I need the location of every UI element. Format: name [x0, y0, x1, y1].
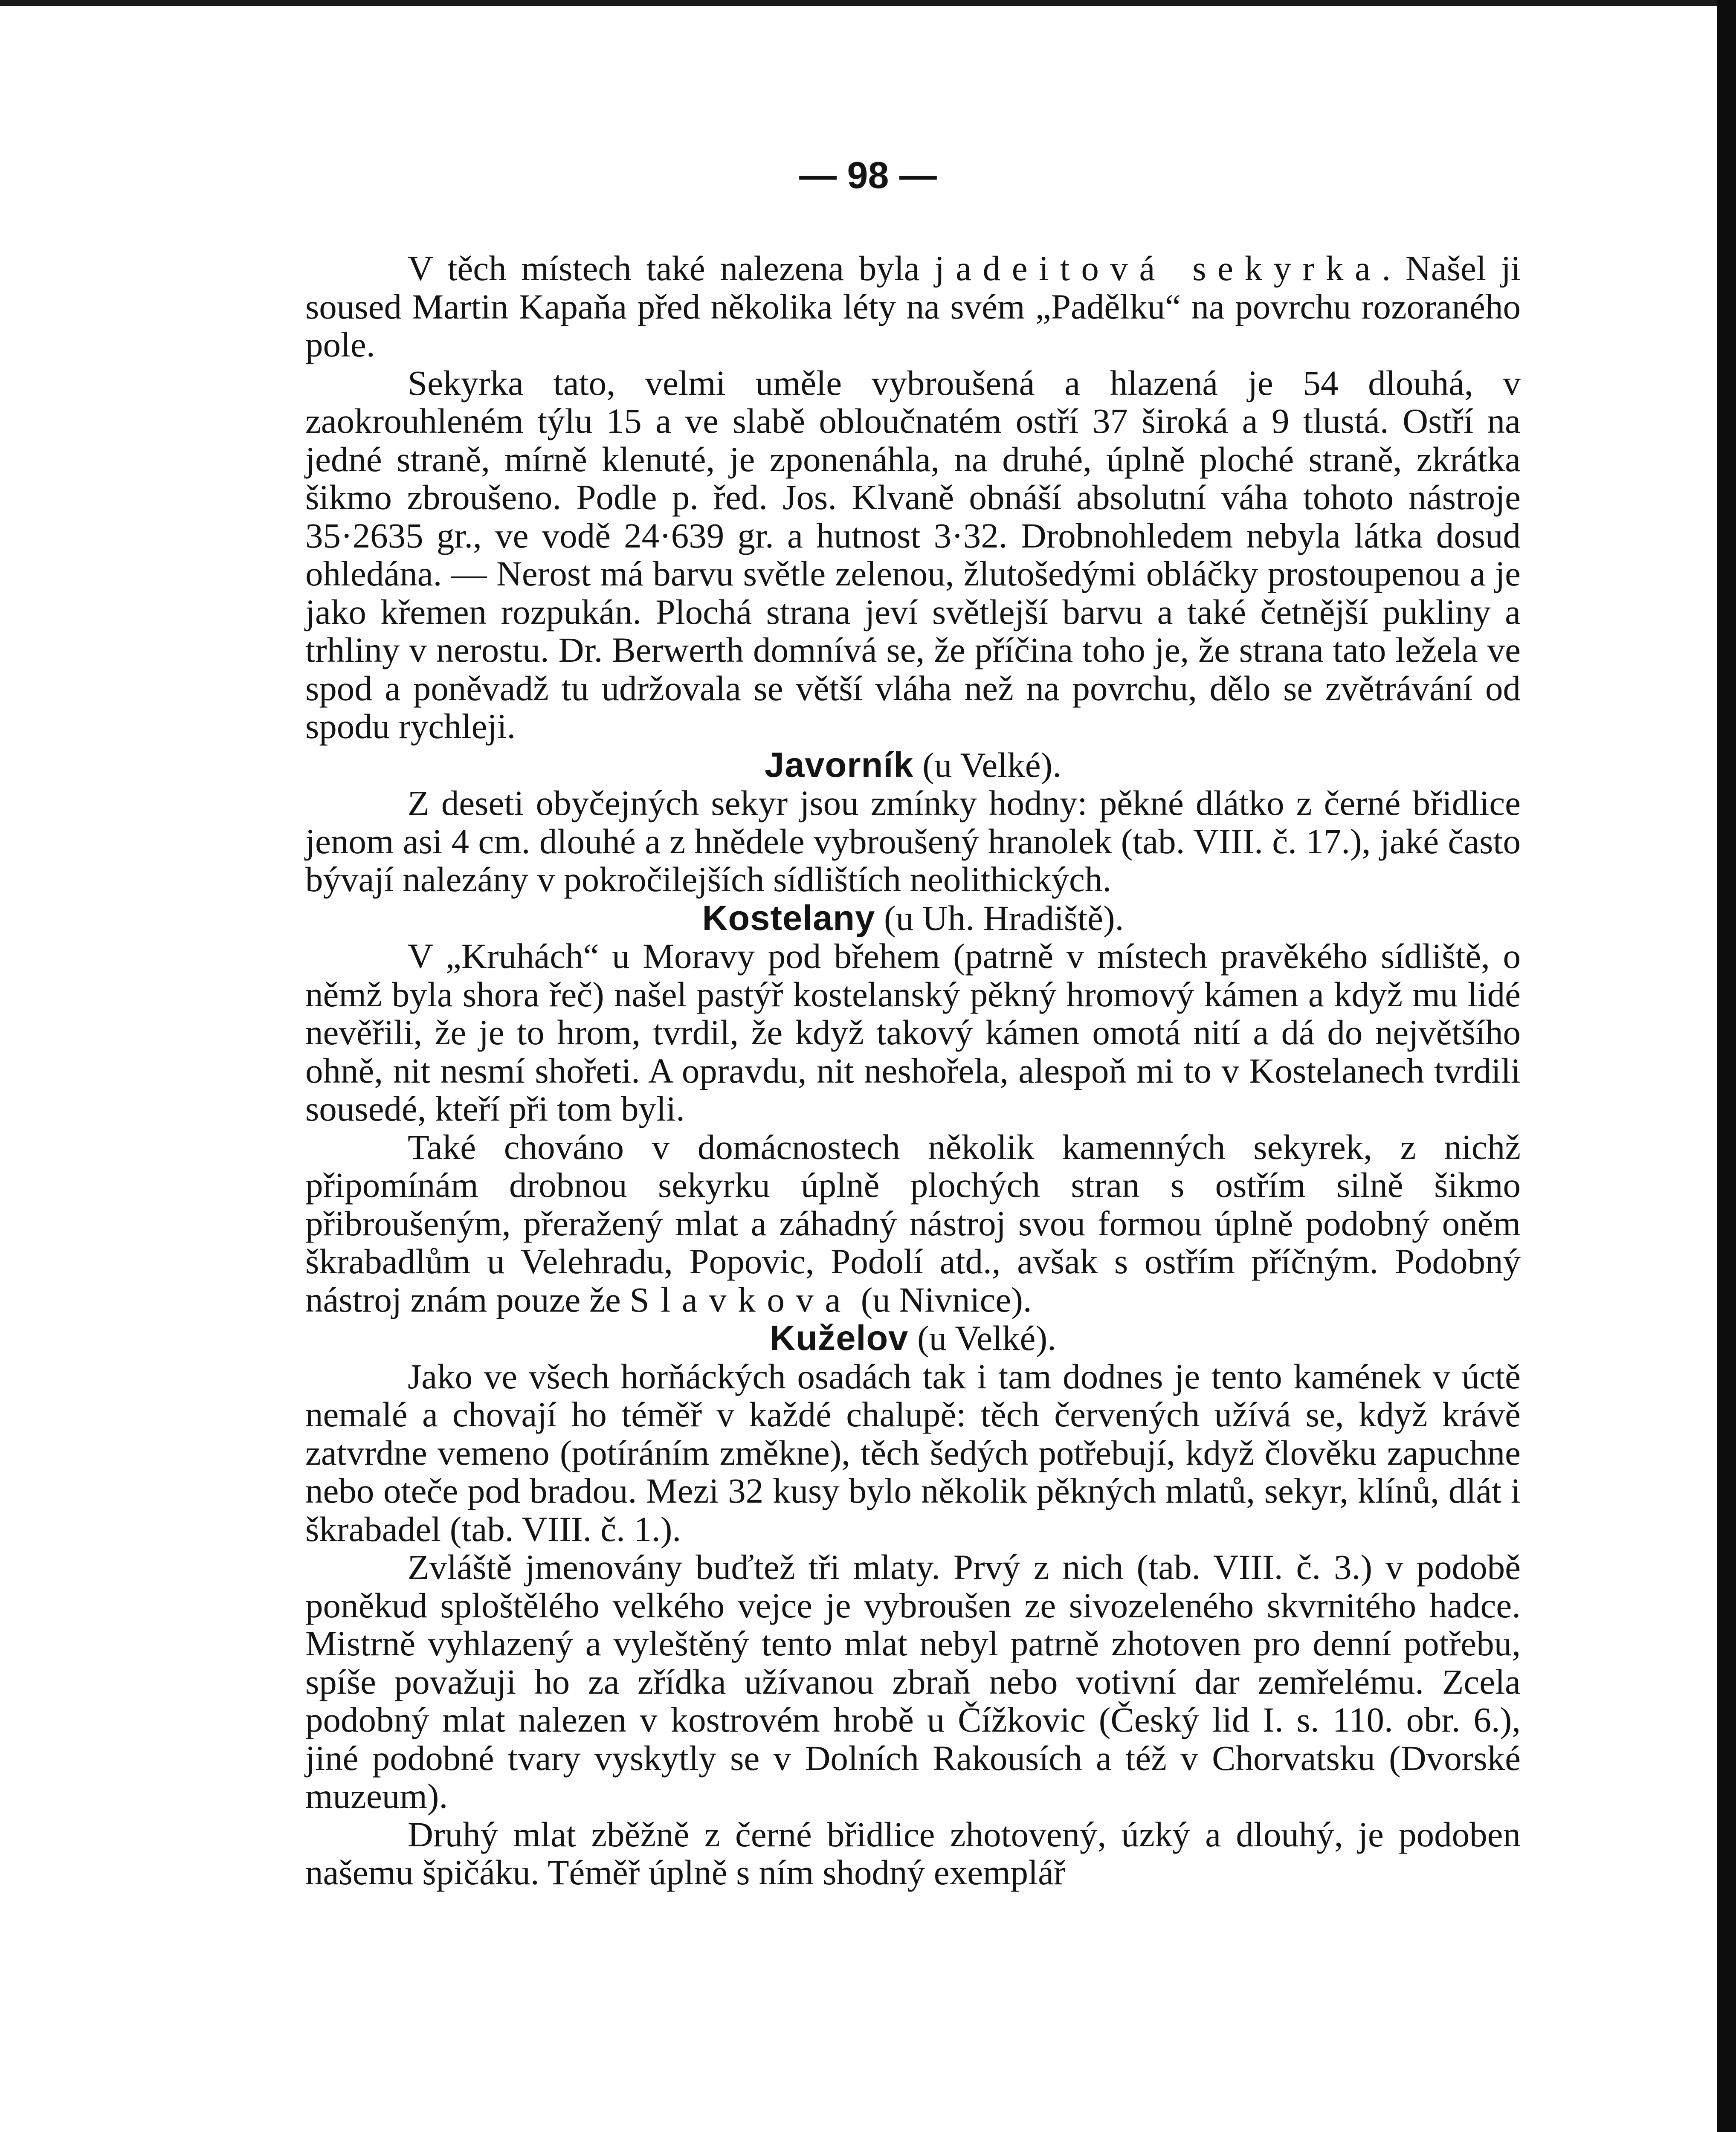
- section-heading: [305, 899, 1521, 938]
- paragraph: [305, 249, 1521, 364]
- paragraph-text: Z deseti obyčejných sekyr jsou zmínky hodny: pěkné dlátko z černé břidlice jenom asi 4 cm. dlouhé a z hnědele vybroušený hranolek (tab. VIII. č. 17.), jaké často bývají nalezány v pokročilejších sídlištích neolithických.: [305, 783, 1521, 899]
- paragraph: [305, 364, 1521, 746]
- paragraph-text: Jako ve všech horňáckých osadách tak i tam dodnes je tento kamének v úctě nemalé a chovají ho téměř v každé chalupě: těch červených užívá se, když krávě zatvrdne vemeno (potíráním změkne), těch šedých potřebují, když člověku zapuchne nebo oteče pod bradou. Mezi 32 kusy bylo několik pěkných mlatů, sekyr, klínů, dlát i škrabadel (tab. VIII. č. 1.).: [305, 1356, 1521, 1549]
- paragraph-text: Druhý mlat zběžně z černé břidlice zhotovený, úzký a dlouhý, je podoben našemu špičáku. Téměř úplně s ním shodný exemplář: [305, 1814, 1521, 1892]
- section-heading-subtitle: (u Velké).: [913, 745, 1061, 785]
- paragraph-text: . Našel ji soused Martin Kapaňa před několika léty na svém „Padělku“ na povrchu rozoraného pole.: [305, 249, 1521, 364]
- section-heading-subtitle: (u Velké).: [908, 1318, 1056, 1358]
- spaced-emphasis: Slavkova: [629, 1280, 852, 1319]
- paragraph: [305, 1816, 1521, 1892]
- paragraph-text: V těch místech také nalezena byla: [408, 249, 935, 288]
- paragraph: [305, 1358, 1521, 1549]
- section-heading-name: Javorník: [765, 744, 914, 785]
- section-heading: [305, 746, 1521, 785]
- scan-top-edge: [0, 0, 1736, 6]
- paragraph-text: Zvláště jmenovány buďtež tři mlaty. Prvý z nich (tab. VIII. č. 3.) v podobě poněkud sploštělého velkého vejce je vybroušen ze sivozeleného skvrnitého hadce. Mistrně vyhlazený a vyleštěný tento mlat nebyl patrně zhotoven pro denní potřebu, spíše považuji ho za zřídka užívanou zbraň nebo votivní dar zemřelému. Zcela podobný mlat nalezen v kostrovém hrobě u Čížkovic (Český lid I. s. 110. obr. 6.), jiné podobné tvary vyskytly se v Dolních Rakousích a též v Chorvatsku (Dvorské muzeum).: [305, 1547, 1521, 1816]
- section-heading-subtitle: (u Uh. Hradiště).: [875, 898, 1124, 938]
- page-body: [305, 249, 1521, 1892]
- paragraph-text: Také chováno v domácnostech několik kamenných sekyrek, z nichž připomínám drobnou sekyrku úplně plochých stran s ostřím silně šikmo přibroušeným, přeražený mlat a záhadný nástroj svou formou úplně podobný oněm škrabadlům u Velehradu, Popovic, Podolí atd., avšak s ostřím příčným. Podobný nástroj znám pouze že: [305, 1127, 1521, 1319]
- section-heading-name: Kuželov: [770, 1318, 909, 1358]
- paragraph: [305, 784, 1521, 899]
- section-heading: [305, 1319, 1521, 1358]
- scan-right-edge: [1717, 0, 1736, 2132]
- section-heading-name: Kostelany: [702, 898, 875, 938]
- paragraph: [305, 1548, 1521, 1816]
- paragraph-text: Sekyrka tato, velmi uměle vybroušená a hlazená je 54 dlouhá, v zaokrouhleném týlu 15 a ve slabě obloučnatém ostří 37 široká a 9 tlustá. Ostří na jedné straně, mírně klenuté, je zponenáhla, na druhé, úplně ploché straně, zkrátka šikmo zbroušeno. Podle p. řed. Jos. Klvaně obnáší absolutní váha tohoto nástroje 35·2635 gr., ve vodě 24·639 gr. a hutnost 3·32. Drobnohledem nebyla látka dosud ohledána. — Nerost má barvu světle zelenou, žlutošedými obláčky prostoupenou a je jako křemen rozpukán. Plochá strana jeví světlejší barvu a také četnější pukliny a trhliny v nerostu. Dr. Berwerth domnívá se, že příčina toho je, že strana tato ležela ve spod a poněvadž tu udržovala se větší vláha než na povrchu, dělo se zvětrávání od spodu rychleji.: [305, 363, 1521, 746]
- paragraph: [305, 937, 1521, 1128]
- page-number: — 98 —: [799, 154, 937, 196]
- paragraph-text: V „Kruhách“ u Moravy pod břehem (patrně v místech pravěkého sídliště, o němž byla shora řeč) našel pastýř kostelanský pěkný hromový kámen a když mu lidé nevěřili, že je to hrom, tvrdil, že když takový kámen omotá nití a dá do největšího ohně, nit nesmí shořeti. A opravdu, nit neshořela, alespoň mi to v Kostelanech tvrdili sousedé, kteří při tom byli.: [305, 936, 1521, 1128]
- paragraph-text: (u Nivnice).: [852, 1280, 1032, 1319]
- paragraph: [305, 1128, 1521, 1319]
- spaced-emphasis: jadeitová sekyrka: [934, 249, 1382, 288]
